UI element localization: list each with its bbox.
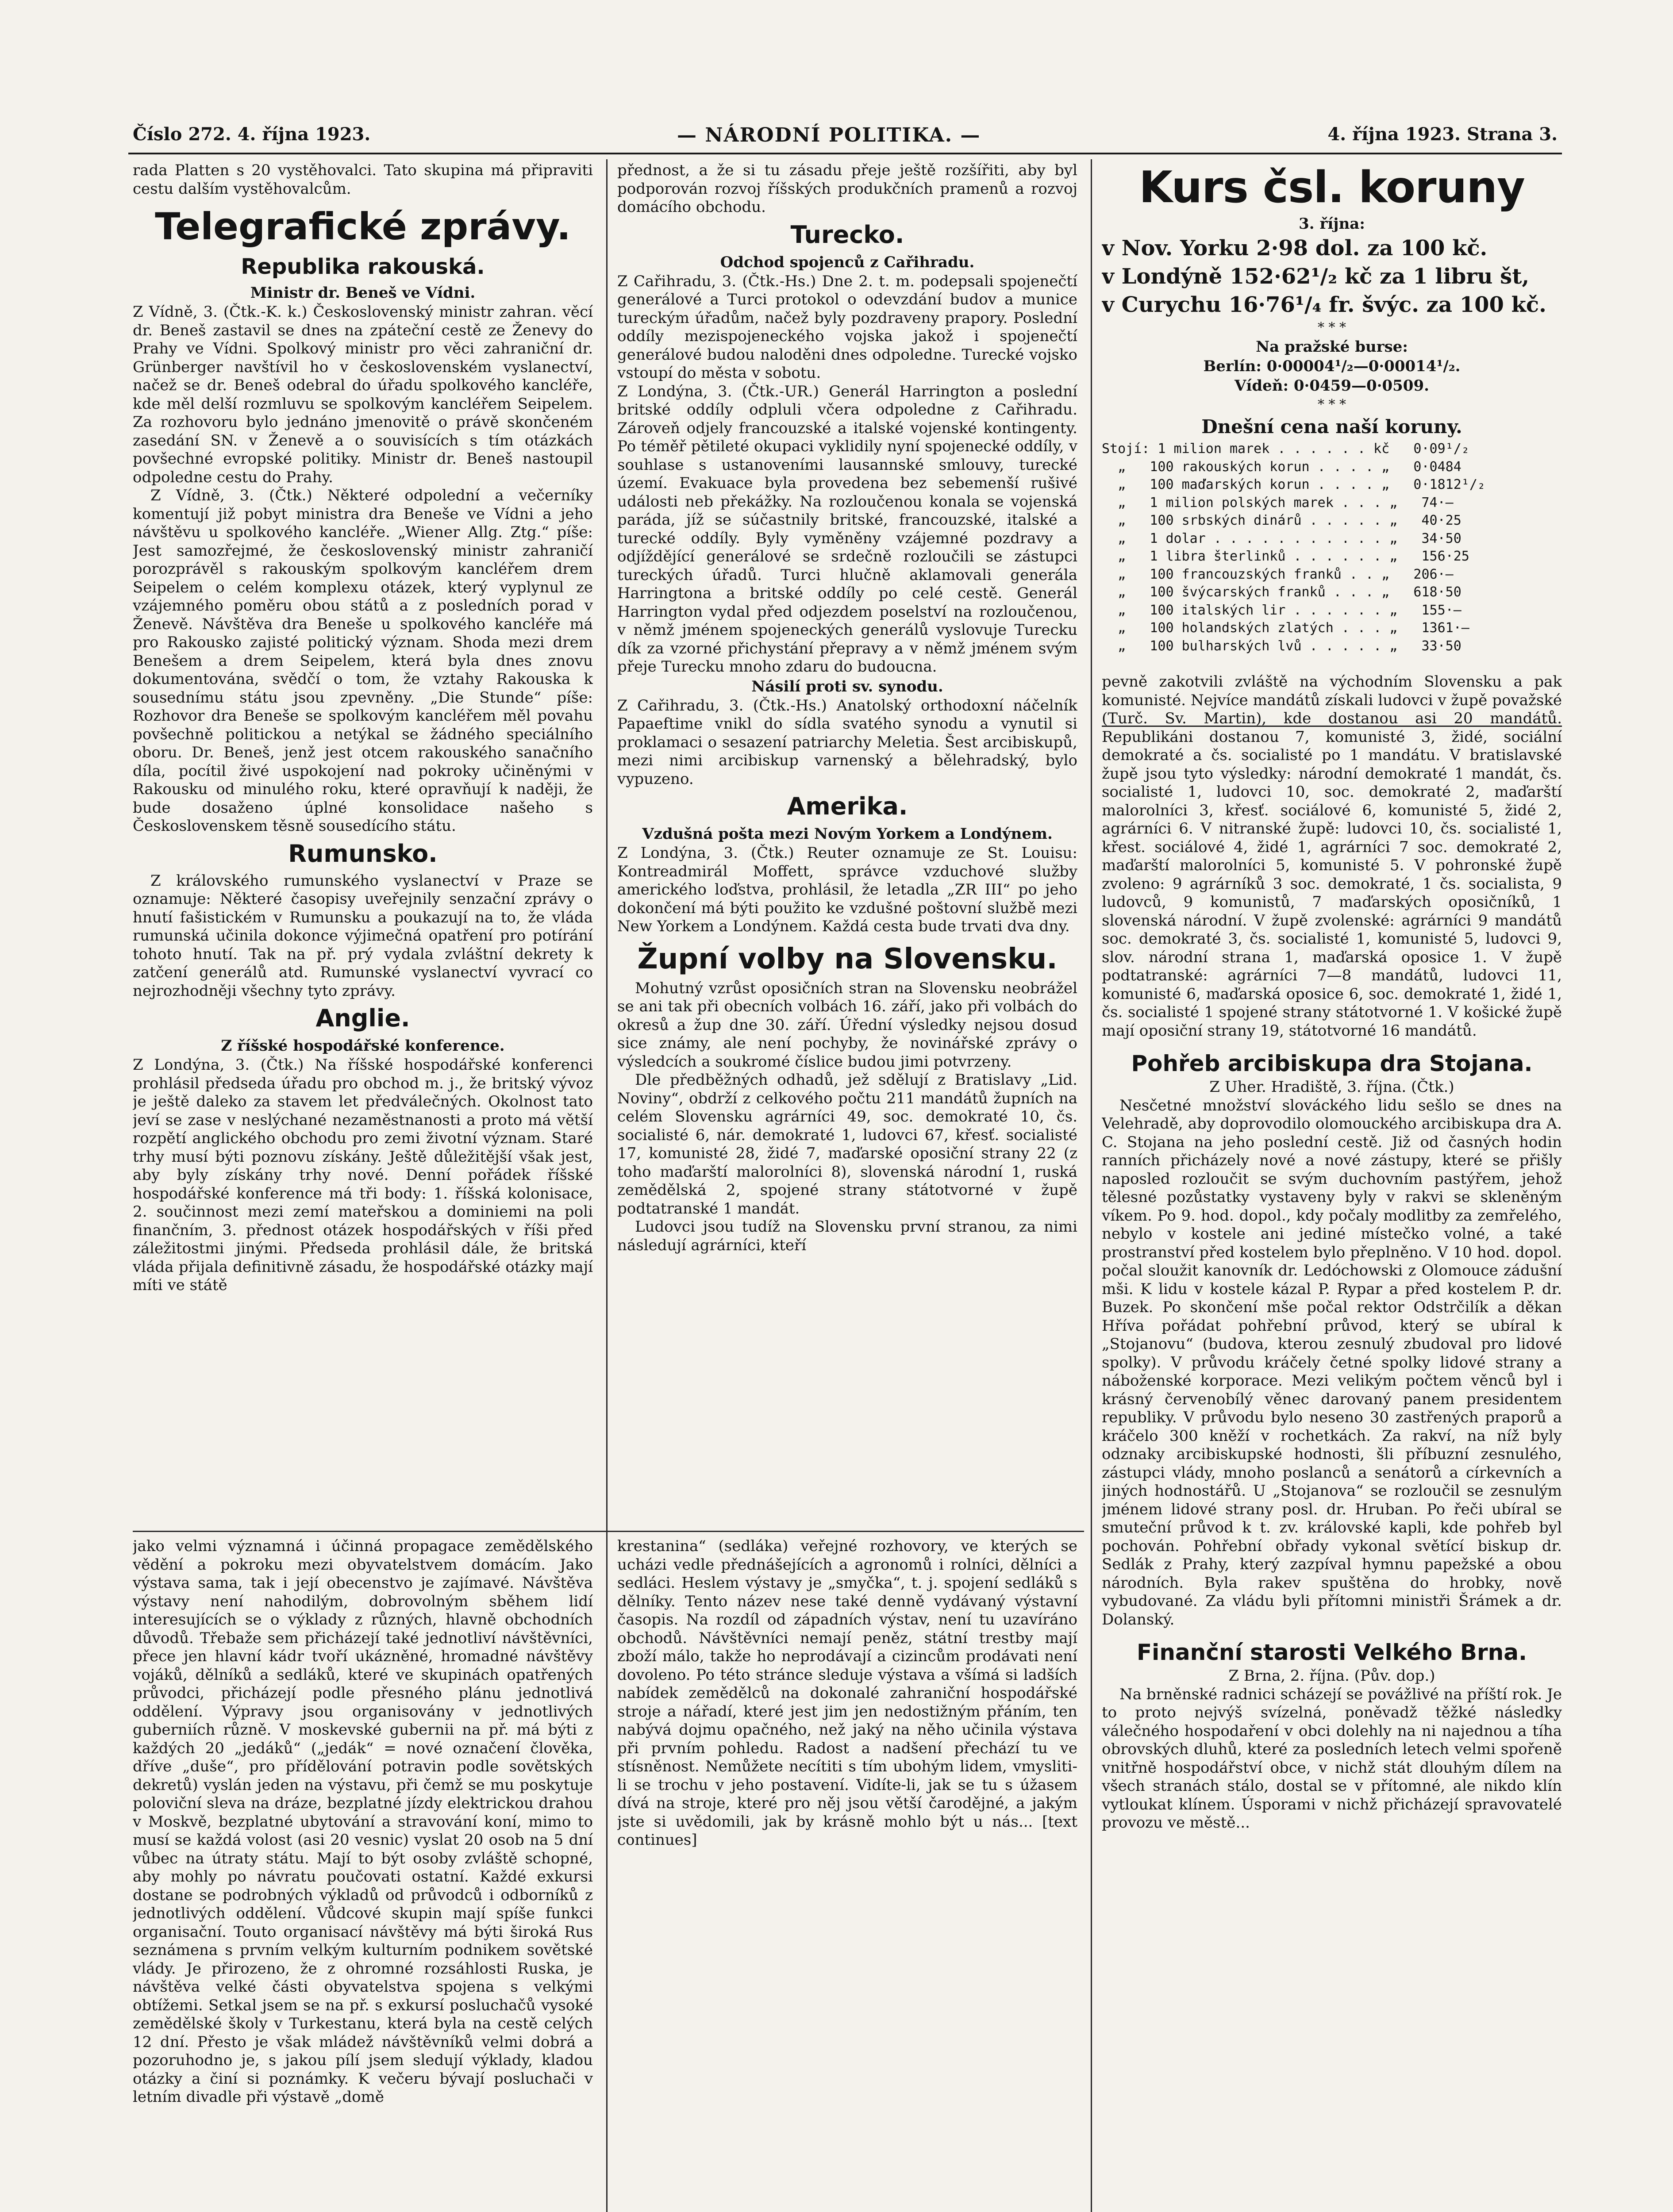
price-row: „ 100 rakouských korun . . . . „ 0·0484 bbox=[1102, 459, 1461, 475]
column-divider-1 bbox=[606, 159, 608, 2212]
benes-article-2: Z Vídně, 3. (Čtk.) Některé odpolední a večerníky komentují již pobyt ministra dra Beneše ve Vídni a jeho návštěvu u spolkového kancléře. „Wiener Allg. Ztg.“ píše: Jest samozřejmé, že československý ministr zahraničí porozprávěl s rakouským spolkovým kancléřem drem Seipelem o celém komplexu otázek, který vyplynul ze vzájemného poměru obou států a z posledních porad v Ženevě. Návštěva dra Beneše u spolkového kancléře má pro Rakousko zajisté politický význam. Shoda mezi drem Benešem a drem Seipelem, která byla dnes znovu dokumentována, svědčí o tom, že vztahy Rakouska k sousednímu státu jsou zpevněny. „Die Stunde“ píše: Rozhovor dra Beneše se spolkovým kancléřem měl povahu povšechně politickou a netýkal se žádného speciálního oboru. Dr. Beneš, jenž jest otcem rakouského sanačního díla, pocítil živé uspokojení nad pokroky učiněnými v Rakousku od minulého roku, které opravňují k naději, že bude dosaženo úplné konsolidace našeho s Československem těsně sousedícího státu. bbox=[133, 487, 593, 835]
volby-article-2: Dle předběžných odhadů, jež sdělují z Bratislavy „Lid. Noviny“, obdrží z celkového počtu 211 mandátů župních na celém Slovensku agrárníci 49, soc. demokraté 10, čs. socialisté 6, nár. demokraté 1, ludovci 67, křesť. socialisté 17, komunisté 28, židé 7, maďarské oposiční strany 22 (z toho maďarští malorolníci 8), slovenská národní 1, ruská zemědělská 2, spojené strany státotvorné v župě podtatranské 1 mandát. bbox=[617, 1071, 1077, 1217]
pohreb-dateline: Z Uher. Hradiště, 3. října. (Čtk.) bbox=[1209, 1078, 1454, 1096]
price-row: Stojí: 1 milion marek . . . . . . kč 0·09¹/₂ bbox=[1102, 441, 1469, 457]
column-1 bbox=[133, 161, 593, 1524]
separator-stars: * * * bbox=[1317, 397, 1346, 412]
brno-dateline: Z Brna, 2. října. (Pův. dop.) bbox=[1228, 1667, 1435, 1685]
column-1-lower bbox=[133, 1537, 593, 2212]
header-rule bbox=[128, 153, 1562, 154]
kurs-zurich: v Curychu 16·76¹/₄ fr. švýc. za 100 kč. bbox=[1102, 292, 1546, 317]
price-table bbox=[1102, 440, 1562, 655]
odchod-subheading: Odchod spojenců z Cařihradu. bbox=[720, 253, 975, 271]
price-row: „ 100 holandských zlatých . . . „ 1361·— bbox=[1102, 620, 1469, 636]
volby-article-3: Ludovci jsou tudíž na Slovensku první stranou, za nimi následují agrárníci, kteří bbox=[617, 1218, 1077, 1254]
col1-intro: rada Platten s 20 vystěhovalci. Tato skupina má připraviti cestu dalším vystěhovalcům. bbox=[133, 161, 593, 198]
pohreb-article: Nesčetné množství slováckého lidu sešlo se dnes na Velehradě, aby doprovodilo olomouckého arcibiskupa dra A. C. Stojana na jeho poslední cestě. Již od časných hodin ranních přicházely nové a nové zástupy, které se přišly naposled rozloučit se svým duchovním pastýřem, jehož tělesné pozůstatky vystaveny byly v rakvi se skleněným víkem. Po 9. hod. dopol., kdy počaly modlitby za zemřelého, nebylo v kostele ani jediné místečko volné, a také prostranství před kostelem bylo přeplněno. V 10 hod. dopol. počal sloužit kanovník dr. Ledóchowski z Olomouce zádušní mši. K lidu v kostele kázal P. Rypar a před kostelem P. dr. Buzek. Po skončení mše počal rektor Odstrčilík a děkan Hříva pořádat pohřební průvod, který se ubíral k „Stojanovu“ (budova, kterou zesnulý zbudoval pro lidové spolky). V průvodu kráčely četné spolky lidové strany a náboženské korporace. Mezi velikým počtem věnců byl i krásný červenobílý věnec darovaný panem presidentem republiky. V průvodu bylo neseno 30 zastřených praporů a kráčelo 300 kněží v rochetkách. Za rakví, na níž byly odznaky arcibiskupské hodnosti, šli příbuzní zesnulého, zástupci vlády, mnoho poslanců a senátorů a církevních a jiných hodnostářů. U „Stojanova“ se rozloučil se zesnulým jménem lidové strany posl. dr. Hruban. Po řeči ubíral se smuteční průvod k t. zv. královské kapli, kde pohřeb byl pochován. Pohřební obřady vykonal světící biskup dr. Sedlák z Prahy, který zazpíval hymnu papežské a obou národních. Byla rakev spuštěna do hrobky, nově vybudované. Za vládu byli přítomni ministři Šrámek a dr. Dolanský. bbox=[1102, 1096, 1562, 1628]
amerika-heading: Amerika. bbox=[787, 792, 908, 820]
header-page-info: 4. října 1923. Strana 3. bbox=[1327, 124, 1558, 145]
turecko-heading: Turecko. bbox=[790, 220, 904, 249]
turecko-article-2: Z Londýna, 3. (Čtk.-UR.) Generál Harrington a poslední britské oddíly odpluli včera odpoledne z Cařihradu. Zároveň odjely francouzské a italské vojenské kontingenty. Po téměř pětileté okupaci vyklidily nyní spojenecké oddíly, v souhlase s ustanoveními lausannské smlouvy, turecké území. Evakuace byla provedena bez sebemenší rušivé události neb překážky. Na rozloučenou konala se vojenská paráda, jíž se súčastnily britské, francouzské, italské a turecké oddíly. Byly vyměněny vzájemné pozdravy a odjíždějící generálové se srdečně rozloučili se zástupci tureckých úřadů. Turci hlučně aklamovali generála Harringtona a britské oddíly po celé cestě. Generál Harrington vydal před odjezdem poselství na rozloučenou, v němž jménem spojeneckých generálů vyslovuje Turecku dík za vzorné přichystání přepravy a v němž jménem svým přeje Turecku mnoho zdaru do budoucna. bbox=[617, 382, 1077, 676]
konference-subheading: Z říšské hospodářské konference. bbox=[221, 1037, 505, 1055]
section-divider bbox=[133, 1531, 1084, 1532]
rumunsko-heading: Rumunsko. bbox=[288, 839, 438, 868]
price-row: „ 100 maďarských korun . . . . „ 0·1812¹/₂ bbox=[1102, 477, 1485, 492]
pohreb-headline: Pohřeb arcibiskupa dra Stojana. bbox=[1131, 1051, 1533, 1076]
posta-subheading: Vzdušná pošta mezi Novým Yorkem a Londýnem. bbox=[642, 825, 1053, 843]
kurs-new-york: v Nov. Yorku 2·98 dol. za 100 kč. bbox=[1102, 236, 1488, 261]
konference-article: Z Londýna, 3. (Čtk.) Na říšské hospodářské konferenci prohlásil předseda úřadu pro obchod m. j., že britský vývoz je ještě daleko za stavem let předválečných. Okolnost tato jeví se zase v neslýchané nezaměstnanosti a proto má větší rozpětí anglického obchodu pro zemi životní význam. Staré trhy musí býti poznovu získány. Ještě důležitější však jest, aby byly získány trhy nové. Denní pořádek říšské hospodářské konference má tři body: 1. říšská kolonisace, 2. součinnost mezi zemí mateřskou a dominiemi na poli finančním, 3. přednost otázek hospodářských v říši před záležitostmi jinými. Předseda prohlásil dále, že britská vláda přijala definitivně zásadu, že hospodářské otázky mají míti ve státě bbox=[133, 1056, 593, 1294]
col2-intro: přednost, a že si tu zásadu přeje ještě rozšířiti, aby byl podporován rozvoj říšských produkčních pramenů a rozvoj domácího obchodu. bbox=[617, 161, 1077, 216]
price-row: „ 1 dolar . . . . . . . . . . . „ 34·50 bbox=[1102, 530, 1461, 546]
column-2 bbox=[617, 161, 1077, 1524]
price-row: „ 100 švýcarských franků . . . „ 618·50 bbox=[1102, 584, 1461, 600]
price-row: „ 100 bulharských lvů . . . . . „ 33·50 bbox=[1102, 638, 1461, 654]
rakousko-heading: Republika rakouská. bbox=[241, 254, 485, 279]
rumunsko-article: Z královského rumunského vyslanectví v Praze se oznamuje: Některé časopisy uveřejnily senzační zprávy o hnutí fašistickém v Rumunsku a poukazují na to, že vláda rumunská učinila dokonce výjimečná opatření pro potírání tohoto hnutí. Tak na př. prý vydala zvláštní dekrety k zatčení generálů atd. Rumunské vyslanectví vyvrací co nejrozhodněji všechny tyto zprávy. bbox=[133, 872, 593, 1000]
synod-article: Z Cařihradu, 3. (Čtk.-Hs.) Anatolský orthodoxní náčelník Papaeftime vnikl do sídla svatého synodu a vynutil si proklamaci o sesazení patriarchy Meletia. Šest arcibiskupů, mezi nimi arcibiskup varnenský a bělehradský, bylo vypuzeno. bbox=[617, 696, 1077, 788]
price-row: „ 1 libra šterlinků . . . . . . „ 156·25 bbox=[1102, 549, 1469, 564]
column-3 bbox=[1102, 161, 1562, 2212]
price-row: „ 1 milion polských marek . . . „ 74·— bbox=[1102, 495, 1454, 511]
cena-heading: Dnešní cena naší koruny. bbox=[1201, 416, 1462, 438]
telegraf-headline: Telegrafické zprávy. bbox=[155, 205, 571, 248]
vystava-article-part1: jako velmi významná i účinná propagace zemědělského vědění a pokroku mezi obyvatelstvem domácím. Jako výstava sama, tak i její obecenstvo je zajímavé. Návštěva výstavy není nahodilým, dobrovolným sběhem lidí interesujících se o výklady z různých, hlavně obchodních důvodů. Třebaže sem přicházejí také jednotliví návštěvníci, přece jen hlavní kádr tvoří ukázněné, hromadné návštěvy vojáků, dělníků a sedláků, které ve skupinách opatřených průvodci, přicházejí podle přesného plánu jednotlivá oddělení. Výpravy jsou organisovány v jednotlivých guberniích různě. V moskevské gubernii na př. má býti z každých 20 „jedáků“ („jedák“ = nové označení člověka, dříve „duše“, pro přídělování potravin podle sovětských dekretů) vyslán jeden na výstavu, při čemž se mu poskytuje poloviční sleva na dráze, bezplatné jízdy elektrickou drahou v Moskvě, bezplatné ubytování a stravování koní, mimo to musí se každá volost (asi 20 vesnic) vyslat 20 osob na 5 dní vůbec na útraty státu. Mají to být osoby zvláště schopné, aby mohly po návratu poučovati ostatní. Každé exkursi dostane se podrobných výkladů od průvodců i odborníků z jednotlivých oddělení. Vůdcové skupin mají spíše funkci organisační. Touto organisací návštěvy má býti široká Rus seznámena s prvním velkým kulturním podnikem sovětské vlády. Je přirozeno, že z ohromné rozsáhlosti Ruska, je návštěva velké části obyvatelstva spojena s velkými obtížemi. Setkal jsem se na př. s exkursí posluchačů vysoké zemědělské školy v Turkestanu, která byla na cestě celých 12 dní. Přesto je však mládež návštěvníků velmi dobrá a pozoruhodno je, s jakou pílí jsem sledují výklady, kladou otázky a činí si poznámky. K večeru bývají posluchači v letním divadle při výstavě „domě bbox=[133, 1537, 593, 2106]
masthead-title: — NÁRODNÍ POLITIKA. — bbox=[677, 124, 981, 146]
separator-stars: * * * bbox=[1317, 320, 1346, 335]
page-header bbox=[133, 124, 1558, 150]
price-row: „ 100 italských lir . . . . . . „ 155·— bbox=[1102, 602, 1461, 618]
brno-headline: Finanční starosti Velkého Brna. bbox=[1137, 1640, 1527, 1665]
burse-berlin: Berlín: 0·00004¹/₂—0·00014¹/₂. bbox=[1203, 357, 1461, 375]
nasili-subheading: Násilí proti sv. synodu. bbox=[751, 677, 943, 695]
kurs-date: 3. října: bbox=[1299, 215, 1365, 233]
kurs-london: v Londýně 152·62¹/₂ kč za 1 libru št, bbox=[1102, 264, 1530, 289]
brno-article: Na brněnské radnici scházejí se povážlivé na příští rok. Je to proto nejvýš svízelná, poněvadž těžké následky válečného hospodaření v obci dolehly na ni najednou a tíha obrovských dluhů, které za posledních letech velmi spořeně vnitřně hospodářství obce, v nichž stát dlouhým dílem na všech stranách stálo, dostal se v přítomné, ale nikdo klín vytloukat klínem. Úsporami v nichž přicházejí spravovatelé provozu ve městě... bbox=[1102, 1685, 1562, 1832]
kurs-headline: Kurs čsl. koruny bbox=[1139, 162, 1525, 213]
benes-article-1: Z Vídně, 3. (Čtk.-K. k.) Československý ministr zahran. věcí dr. Beneš zastavil se dnes na zpáteční cestě ze Ženevy do Prahy ve Vídni. Spolkový ministr pro věci zahraniční dr. Grünberger navštívil ho v československém vyslanectví, načež se dr. Beneš odebral do úřadu spolkového kancléře, kde měl delší rozmluvu se spolkovým kancléřem Seipelem. Za rozhovoru bylo jednáno jmenovitě o právě skončeném zasedání SN. v Ženevě a o souvisících s tím otázkách povšechné evropské politiky. Ministr dr. Beneš nastoupil odpoledne cestu do Prahy. bbox=[133, 303, 593, 486]
vystava-article-part2: krestanina“ (sedláka) veřejné rozhovory, ve kterých se ucházi vedle přednášejících a agronomů i rolníci, dělníci a sedláci. Heslem výstavy je „smyčka“, t. j. spojení sedláků s dělníky. Tento název nese také denně vydávaný výstavní časopis. Na rozdíl od západních výstav, není tu uzavíráno obchodů. Návštěvníci nemají peněz, státní trestby mají zboží málo, takže ho neprodávají a cizincům prodávati není dovoleno. Po této stránce sleduje výstava a všímá si ladších nabídek zemědělců na dokonalé zahraniční hospodářské stroje a nářadí, které jest jim jen nedostižným přáním, ten nabývá dojmu opačného, než jaký na něho učinila výstava při prvním pohledu. Radost a nadšení přechází tu ve stísněnost. Nemůžete necítiti s tím ubohým lidem, vmysliti-li se trochu v jeho postavení. Vidíte-li, jak se tu s úžasem dívá na stroje, které pro něj jsou větší čarodějné, a jakým jste si uvědomili, jak by krásně mohlo být u nás... [text continues] bbox=[617, 1537, 1077, 1849]
volby-continuation: pevně zakotvili zvláště na východním Slovensku a pak komunisté. Nejvíce mandátů získali ludovci v župě považské (Turč. Sv. Martin), kde dostanou asi 20 mandátů. Republikáni dostanou 7, komunisté 3, židé, sociální demokraté a čs. socialisté po 1 mandátu. V bratislavské župě jsou tyto výsledky: národní demokraté 1 mandát, čs. socialisté 1, ludovci 10, soc. demokraté 2, maďarští malorolníci 3, křesť. sociálové 6, komunisté 5, židé 2, agrárníci 6. V nitranské župě: ludovci 10, čs. socialisté 1, křest. sociálové 4, židé 1, agrárníci 7 soc. demokraté 2, maďarští malorolníci 5, komunisté 5. V pohronské župě zvoleno: 9 agrárníků 3 soc. demokraté, 1 čs. socialista, 9 ludovců, 9 komunistů, 7 maďarských oposičníků, 1 slovenská národní. V župě zvolenské: agrárníci 9 mandátů soc. demokraté 3, čs. socialisté 1, komunisté 5, ludovci 9, slov. národní strana 1, maďarská oposice 1. V župě podtatranské: agrárníci 7—8 mandátů, ludovci 11, komunisté 6, maďarská oposice 6, soc. demokraté 1, židé 1, čs. socialisté 1 spojené strany státotvorné 1. V košické župě mají oposiční strany 19, státotvorné 16 mandátů. bbox=[1102, 673, 1562, 1040]
price-row: „ 100 srbských dinárů . . . . . „ 40·25 bbox=[1102, 513, 1461, 528]
column-2-lower bbox=[617, 1537, 1077, 2212]
burse-heading: Na pražské burse: bbox=[1256, 338, 1408, 356]
volby-article-1: Mohutný vzrůst oposičních stran na Slovensku neobrážel se ani tak při obecních volbách 16. září, jako při volbách do okresů a žup dne 30. září. Úřední výsledky nejsou dosud sice známy, ale není pochyby, že novinářské zprávy o výsledcích a soukromé číslice budou jimi potvrzeny. bbox=[617, 979, 1077, 1071]
volby-headline: Župní volby na Slovensku. bbox=[637, 942, 1058, 975]
posta-article: Z Londýna, 3. (Čtk.) Reuter oznamuje ze St. Louisu: Kontreadmirál Moffett, správce vzduchové služby amerického loďstva, prohlásil, že letadla „ZR III“ po jeho dokončení má býti použito ke vzdušné poštovní službě mezi New Yorkem a Londýnem. Každá cesta bude trvati dva dny. bbox=[617, 844, 1077, 935]
benes-subheading: Ministr dr. Beneš ve Vídni. bbox=[250, 284, 476, 302]
burse-vienna: Vídeň: 0·0459—0·0509. bbox=[1235, 377, 1429, 395]
header-issue-info: Číslo 272. 4. října 1923. bbox=[133, 124, 371, 145]
price-row: „ 100 francouzských franků . . „ 206·— bbox=[1102, 566, 1454, 582]
turecko-article-1: Z Cařihradu, 3. (Čtk.-Hs.) Dne 2. t. m. podepsali spojenečtí generálové a Turci protokol o odevzdání budov a munice tureckým úřadům, načež byly pozdraveny prapory. Poslední oddíly mezispojeneckého vojska jakož i spojenečtí generálové budou naloděni dnes odpoledne. Turecké vojsko vstoupí do města v sobotu. bbox=[617, 272, 1077, 382]
anglie-heading: Anglie. bbox=[315, 1004, 410, 1032]
column-divider-2 bbox=[1091, 159, 1092, 2212]
